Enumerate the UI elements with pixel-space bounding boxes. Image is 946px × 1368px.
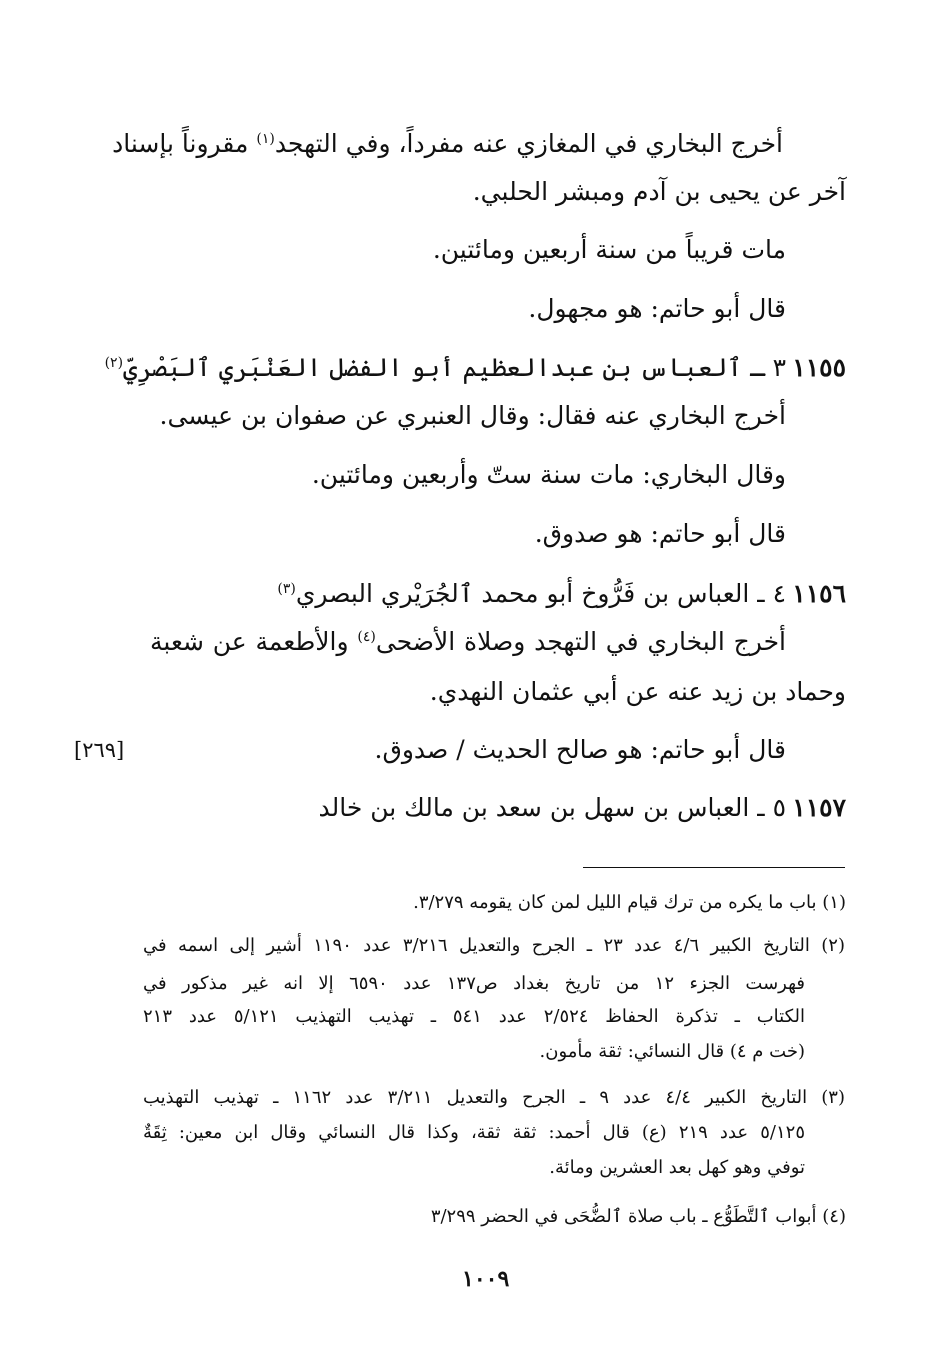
- footnote: (١) باب ما يكره من ترك قيام الليل لمن كان يقومه ٣/٢٧٩.: [413, 892, 846, 913]
- footnote-line: فهرست الجزء ١٢ من تاريخ بغداد ص١٣٧ عدد ٦٥٩٠ إلا انه غير مذكور في: [143, 973, 805, 994]
- text-span: والأطعمة عن شعبة: [150, 627, 358, 656]
- entry-number: ١١٥٦: [792, 579, 846, 608]
- footnote-ref: (٢): [104, 355, 124, 371]
- entry-heading: ٥ ـ العباس بن سهل بن سعد بن مالك بن خالد: [318, 793, 786, 822]
- heading-text: ٤ ـ العباس بن فَرُّوخ أبو محمد ٱلجُرَيْري البصري: [295, 579, 786, 608]
- footnote-line: ٥/١٢٥ عدد ٢١٩ (ع) قال أحمد: ثقة ثقة، وكذا قال النسائي وقال ابن معين: ثِقَةٌ: [143, 1122, 805, 1143]
- footnote-separator: [583, 867, 845, 868]
- footnote-line: توفي وهو كهل بعد العشرين ومائة.: [549, 1157, 805, 1178]
- text-span: أخرج البخاري في التهجد وصلاة الأضحى: [375, 627, 786, 656]
- footnote-ref: (٤): [357, 629, 376, 645]
- entry-number: ١١٥٥: [792, 353, 846, 382]
- entry-heading: [277, 578, 786, 610]
- text-line: أخرج البخاري عنه فقال: وقال العنبري عن صفوان بن عيسى.: [159, 401, 786, 430]
- text-line: وقال البخاري: مات سنة ستّ وأربعين ومائتين.: [311, 460, 786, 489]
- text-line: [112, 128, 783, 160]
- text-span: مقروناً بإسناد: [112, 129, 257, 158]
- footnote-ref: (٣): [277, 581, 296, 597]
- page-number: ١٠٠٩: [462, 1266, 510, 1292]
- footnote-line: (٣) التاريخ الكبير ٤/٤ عدد ٩ ـ الجرح والتعديل ٣/٢١١ عدد ١١٦٢ ـ تهذيب التهذيب: [143, 1087, 845, 1108]
- text-span: أخرج البخاري في المغازي عنه مفرداً، وفي التهجد: [274, 129, 783, 158]
- text-line: قال أبو حاتم: هو صالح الحديث / صدوق.: [374, 735, 786, 764]
- entry-heading: [105, 352, 786, 384]
- heading-text: ٣ ـ ٱلعباس بن عبدالعظيم أبو الفضل العَنْبَري ٱلبَصْرِيّ: [123, 353, 786, 382]
- text-line: آخر عن يحيى بن آدم ومبشر الحلبي.: [472, 177, 846, 206]
- footnote-line: الكتاب ـ تذكرة الحفاظ ٢/٥٢٤ عدد ٥٤١ ـ تهذيب التهذيب ٥/١٢١ عدد ٢١٣: [143, 1006, 806, 1027]
- margin-reference: [٢٦٩]: [74, 738, 125, 762]
- text-line: مات قريباً من سنة أربعين ومائتين.: [432, 235, 786, 264]
- text-line: قال أبو حاتم: هو صدوق.: [534, 519, 786, 548]
- footnote-line: (٢) التاريخ الكبير ٤/٦ عدد ٢٣ ـ الجرح والتعديل ٣/٢١٦ عدد ١١٩٠ أشير إلى اسمه في: [143, 935, 845, 956]
- text-line: وحماد بن زيد عنه عن أبي عثمان النهدي.: [429, 677, 846, 706]
- entry-number: ١١٥٧: [792, 793, 846, 822]
- footnote-line: (خت م ٤) قال النسائي: ثقة مأمون.: [539, 1041, 805, 1062]
- footnote: (٤) أبواب ٱلتَّطَوُّع ـ باب صلاة ٱلضُّحَى في الحضر ٣/٢٩٩: [430, 1206, 846, 1227]
- footnote-ref: (١): [256, 131, 275, 147]
- text-line: قال أبو حاتم: هو مجهول.: [528, 294, 786, 323]
- text-line: [150, 626, 786, 658]
